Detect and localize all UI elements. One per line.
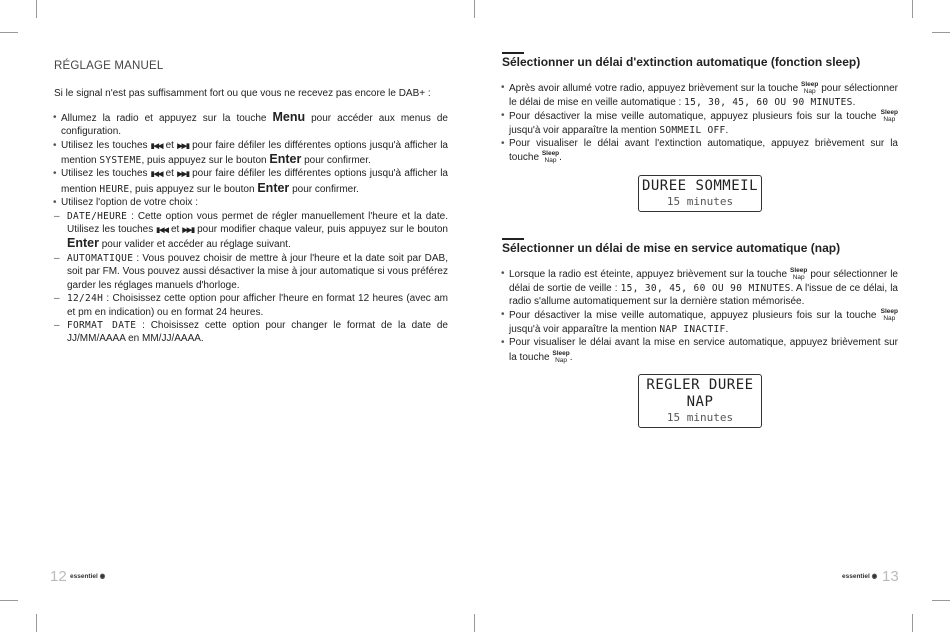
- option-date-heure: – DATE/HEURE : Cette option vous permet de régler manuellement l'heure et la date. Utilisez les touches ▮◀◀ et ▶▶▮ pour modifier chaque valeur, puis appuyez sur le bouton Enter pour valider et accéder au réglage suivant.: [54, 210, 448, 252]
- sleep-nap-key-icon: Sleep Nap: [541, 150, 560, 165]
- enter-key-label: Enter: [67, 236, 99, 251]
- option-12-24h: – 12/24H : Choisissez cette option pour afficher l'heure en format 12 heures (avec am et pm en indication) ou en format 24 heures.: [54, 292, 448, 319]
- sleep-bullet-1: • Après avoir allumé votre radio, appuyez brièvement sur la touche Sleep Nap pour sélectionner le délai de mise en veille automatique : 15, 30, 45, 60 OU 90 MINUTES.: [502, 81, 898, 109]
- right-page: [502, 56, 898, 428]
- crop-mark: [36, 0, 37, 18]
- sleep-nap-key-icon: Sleep Nap: [880, 308, 898, 323]
- crop-mark: [36, 614, 37, 632]
- sleep-nap-key-icon: Sleep Nap: [880, 109, 898, 124]
- brand-logo: essentiel ◉: [842, 573, 878, 580]
- sleep-nap-key-icon: Sleep Nap: [552, 349, 570, 364]
- crop-mark: [932, 32, 950, 33]
- bullet-option: • Utilisez l'option de votre choix :: [54, 196, 448, 209]
- brand-logo: essentiel ◉: [70, 573, 106, 580]
- page-number-left: 12: [50, 568, 67, 585]
- nap-section-title: Sélectionner un délai de mise en service automatique (nap): [502, 242, 898, 255]
- skip-previous-icon: ▮◀◀: [150, 142, 163, 150]
- sleep-bullet-3: • Pour visualiser le délai avant l'extinction automatique, appuyez brièvement sur la touche Sleep Nap .: [502, 137, 898, 165]
- crop-mark: [0, 32, 18, 33]
- display-line-1: DUREE SOMMEIL: [641, 177, 759, 194]
- section-heading: RÉGLAGE MANUEL: [54, 60, 164, 72]
- sleep-nap-key-icon: Sleep Nap: [790, 267, 808, 282]
- bullet-systeme: • Utilisez les touches ▮◀◀ et ▶▶▮ pour faire défiler les différentes options jusqu'à afficher la mention SYSTEME, puis appuyez sur le bouton Enter pour confirmer.: [54, 139, 448, 168]
- left-page: [54, 60, 448, 346]
- lcd-display-sleep: [638, 175, 762, 212]
- crop-mark: [0, 600, 18, 601]
- skip-next-icon: ▶▶▮: [177, 142, 189, 150]
- menu-key-label: Menu: [272, 109, 306, 124]
- nap-bullet-2: • Pour désactiver la mise veille automatique, appuyez plusieurs fois sur la touche Sleep Nap jusqu'à voir apparaître la mention NAP INACTIF.: [502, 308, 898, 336]
- bullet-menu: • Allumez la radio et appuyez sur la touche Menu pour accéder aux menus de configuration.: [54, 111, 448, 139]
- sleep-nap-key-icon: Sleep Nap: [801, 81, 819, 96]
- crop-mark: [474, 614, 475, 632]
- crop-mark: [474, 0, 475, 18]
- display-line-2: 15 minutes: [666, 411, 734, 425]
- skip-next-icon: ▶▶▮: [182, 227, 195, 235]
- skip-previous-icon: ▮◀◀: [150, 171, 163, 179]
- sleep-section-title: Sélectionner un délai d'extinction automatique (fonction sleep): [502, 56, 898, 69]
- enter-key-label: Enter: [257, 180, 290, 195]
- bullet-heure: • Utilisez les touches ▮◀◀ et ▶▶▮ pour faire défiler les différentes options jusqu'à afficher la mention HEURE, puis appuyez sur le bouton Enter pour confirmer.: [54, 167, 448, 196]
- nap-bullet-1: • Lorsque la radio est éteinte, appuyez brièvement sur la touche Sleep Nap pour sélectionner le délai de sortie de veille : 15, 30, 45, 60 OU 90 MINUTES. A l'issue de ce délai, la radio s'allume automatiquement sur la dernière station mémorisée.: [502, 267, 898, 308]
- display-line-1: REGLER DUREE NAP: [646, 377, 754, 411]
- nap-bullet-3: • Pour visualiser le délai avant la mise en service automatique, appuyez brièvement sur la touche Sleep Nap .: [502, 336, 898, 364]
- page-number-right: 13: [882, 568, 899, 585]
- lcd-display-nap: [638, 374, 762, 428]
- crop-mark: [932, 600, 950, 601]
- intro-text: Si le signal n'est pas suffisamment fort ou que vous ne recevez pas encore le DAB+ :: [54, 88, 431, 100]
- crop-mark: [912, 614, 913, 632]
- display-line-2: 15 minutes: [666, 194, 734, 208]
- skip-next-icon: ▶▶▮: [177, 171, 189, 179]
- sleep-bullet-2: • Pour désactiver la mise veille automatique, appuyez plusieurs fois sur la touche Sleep Nap jusqu'à voir apparaître la mention SOMMEIL OFF.: [502, 109, 898, 137]
- option-format-date: – FORMAT DATE : Choisissez cette option pour changer le format de la date de JJ/MM/AAAA en MM/JJ/AAAA.: [54, 319, 448, 346]
- skip-previous-icon: ▮◀◀: [156, 227, 168, 235]
- enter-key-label: Enter: [269, 152, 302, 167]
- option-automatique: – AUTOMATIQUE : Vous pouvez choisir de mettre à jour l'heure et la date soit par DAB, soit par FM. Vous pouvez aussi désactiver la mise à jour automatique si vous préférez garder les réglages manuels d'horloge.: [54, 252, 448, 292]
- brand-circle-icon: ◉: [871, 573, 878, 580]
- crop-mark: [912, 0, 913, 18]
- brand-circle-icon: ◉: [99, 573, 106, 580]
